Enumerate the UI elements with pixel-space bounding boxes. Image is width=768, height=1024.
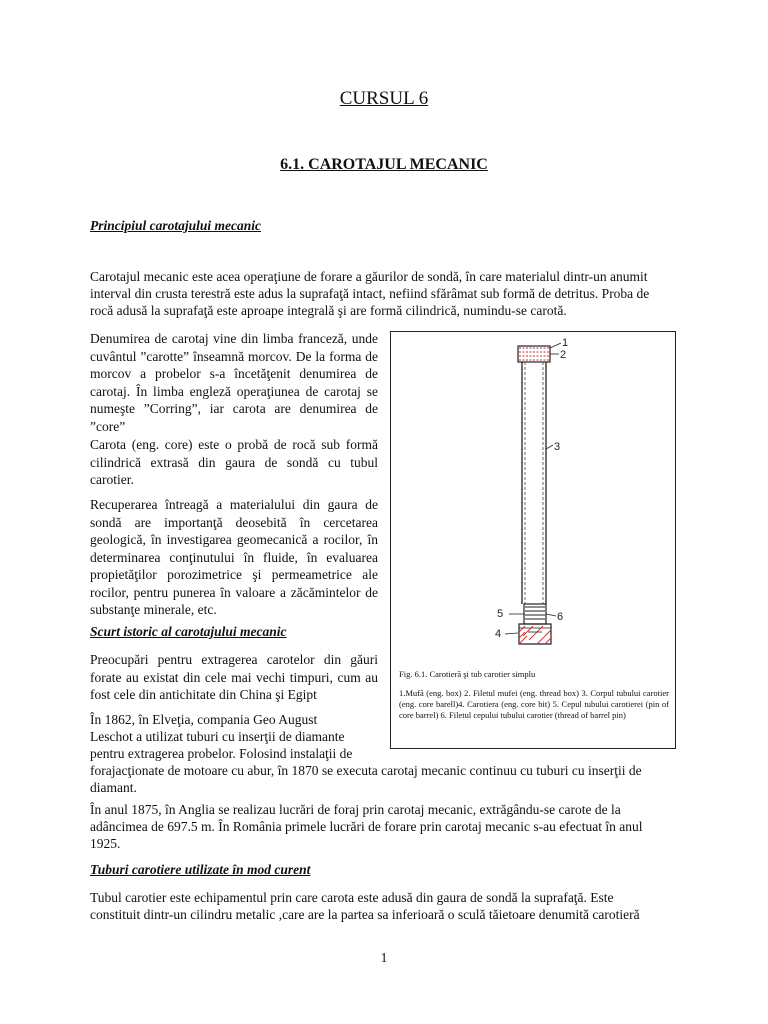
figure-box: [390, 331, 676, 749]
history-paragraph-1: Preocupări pentru extragerea carotelor din găuri forate au existat din cele mai vechi timpuri, cum au fost cele din antichitate din China şi Egipt: [90, 652, 378, 702]
intro-line: rocă adusă la suprafaţă este aproape integrală şi are formă cilindrică, numindu-se carotă.: [90, 303, 567, 318]
page-number: 1: [380, 950, 388, 965]
intro-line: interval din crusta terestră este adus la suprafaţă intact, nefiind sfărâmat sub formă de detritus. Proba de: [90, 286, 650, 301]
diagram-label: 5: [497, 608, 504, 620]
recovery-paragraph: Recuperarea întreagă a materialului din gaura de sondă are importanţă deosebită în cercetarea geologică, în investigarea geomecanică a rocilor, în determinarea conţinutului în fluide, în evaluarea propietăţilor porozimetrice şi permeametrice ale rocilor, pentru punerea în valoare a zăcămintelor de substanţe minerale, etc.: [90, 497, 378, 617]
diagram-label: 4: [495, 628, 502, 640]
history-line: În 1862, în Elveţia, compania Geo August: [90, 712, 318, 727]
principle-heading: Principiul carotajului mecanic: [90, 218, 262, 233]
box-coupling: [518, 346, 550, 362]
diagram-label: 1: [562, 337, 569, 349]
history-line: Leschot a utilizat tuburi cu inserţii de diamante: [90, 729, 345, 744]
diagram-label: 6: [557, 611, 564, 623]
diagram-label: 3: [554, 441, 561, 453]
history-line: 1925.: [90, 836, 121, 851]
etymology-paragraph: Denumirea de carotaj vine din limba franceză, unde cuvântul ”carotte” înseamnă morcov. De la forma de morcov a probelor s-a încetăţenit denumirea de carotaj. În limba engleză operaţiunea de carotaj se numeşte ”Corring”, iar carota are denumirea de ”core”: [90, 331, 378, 434]
figure-caption-title: Fig. 6.1. Carotieră şi tub carotier simplu: [399, 669, 536, 679]
barrel-body: [522, 362, 546, 604]
history-line: diamant.: [90, 780, 137, 795]
core-definition-paragraph: Carota (eng. core) este o probă de rocă sub formă cilindrică extrasă din gaura de sondă cu tubul carotier.: [90, 437, 378, 487]
tubes-line: constituit dintr-un cilindru metalic ,care are la partea sa inferioară o sculă tăietoare denumită carotieră: [90, 907, 640, 922]
history-line: forajacţionate de motoare cu abur, în 1870 se executa carotaj mecanic continuu cu tuburi cu inserţii de: [90, 763, 642, 778]
history-line: pentru extragerea probelor. Folosind instalaţii de: [90, 746, 353, 761]
figure-caption-legend: 1.Mufă (eng. box) 2. Filetul mufei (eng. thread box) 3. Corpul tubului carotier (eng. core barell)4. Carotiera (eng. core bit) 5. Cepul tubului carotierei (pin of core barrel) 6. Filetul cepului tubului carotier (thread of barrel pin): [399, 688, 669, 720]
core-bit: [519, 624, 551, 644]
history-line: adâncimea de 697.5 m. În România primele lucrări de forare prin carotaj mecanic s-au efectuat în anul: [90, 819, 643, 834]
diagram-label: 2: [560, 349, 567, 361]
tubes-heading: Tuburi carotiere utilizate în mod curent: [90, 862, 311, 877]
barrel-pin: [524, 604, 546, 624]
history-line: În anul 1875, în Anglia se realizau lucrări de foraj prin carotaj mecanic, extrăgându-se carote de la: [90, 802, 621, 817]
history-heading: Scurt istoric al carotajului mecanic: [90, 624, 287, 639]
course-title: CURSUL 6: [339, 88, 429, 109]
section-title: 6.1. CAROTAJUL MECANIC: [280, 156, 488, 173]
tubes-line: Tubul carotier este echipamentul prin care carota este adusă din gaura de sondă la suprafaţă. Este: [90, 890, 614, 905]
intro-line: Carotajul mecanic este acea operaţiune de forare a găurilor de sondă, în care materialul dintr-un anumit: [90, 269, 648, 284]
diagram-labels: [495, 337, 568, 640]
